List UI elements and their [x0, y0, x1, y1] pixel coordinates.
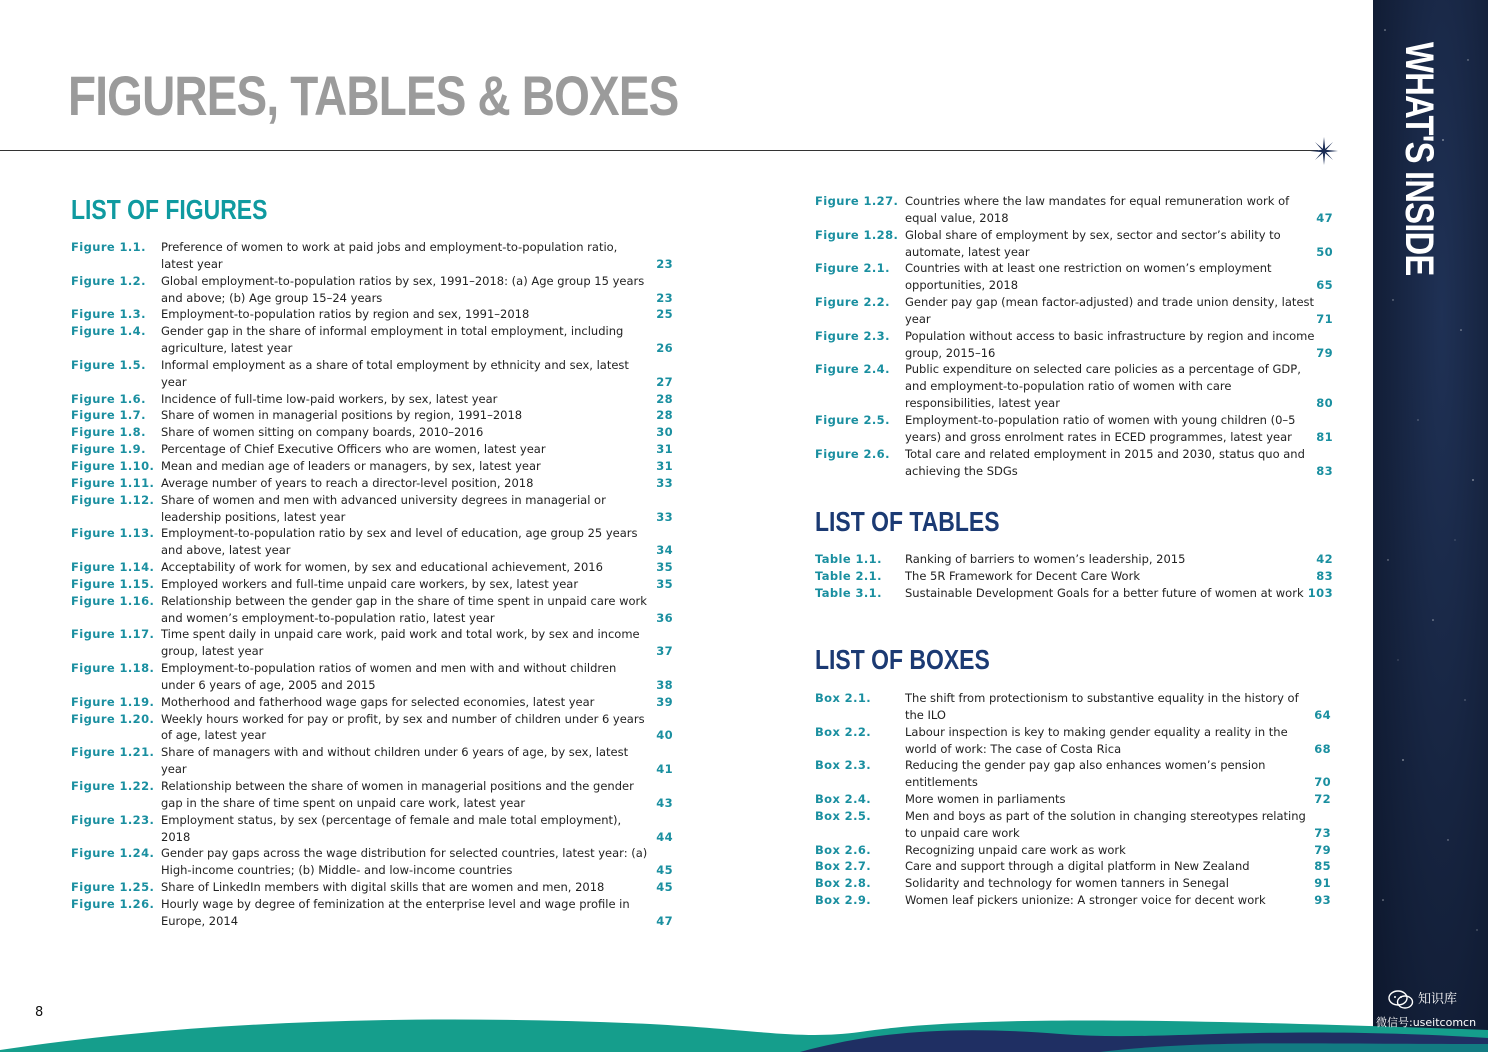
entry-label: Figure 1.4.	[71, 324, 146, 339]
entry-page-number: 27	[656, 374, 673, 389]
entry-title: Employment-to-population ratios of women and men with and without children under 6 years of age, 2005 and 2015	[161, 661, 617, 692]
box-entry[interactable]	[815, 842, 1331, 859]
entry-label: Figure 2.5.	[815, 412, 890, 427]
figure-entry[interactable]	[815, 294, 1333, 328]
side-title: WHAT'S INSIDE	[1397, 42, 1441, 276]
entry-title: Sustainable Development Goals for a better future of women at work	[905, 585, 1304, 600]
entry-label: Box 2.4.	[815, 792, 872, 807]
entry-page-number: 44	[656, 829, 673, 844]
entry-title: The 5R Framework for Decent Care Work	[905, 568, 1140, 583]
entry-title: Share of women in managerial positions by region, 1991–2018	[161, 408, 523, 423]
entry-label: Figure 2.4.	[815, 362, 890, 377]
title-divider	[0, 150, 1318, 151]
entry-title: Preference of women to work at paid jobs and employment-to-population ratio, latest year	[161, 240, 618, 271]
figure-entry[interactable]	[71, 458, 673, 475]
table-entry[interactable]	[815, 568, 1333, 585]
entry-page-number: 71	[1316, 311, 1333, 326]
entry-title: Solidarity and technology for women tanners in Senegal	[905, 876, 1229, 891]
figure-entry[interactable]	[815, 227, 1333, 261]
entry-label: Figure 1.11.	[71, 475, 155, 490]
entry-label: Figure 1.5.	[71, 357, 146, 372]
entry-label: Figure 1.24.	[71, 846, 155, 861]
entry-title: Countries with at least one restriction on women’s employment opportunities, 2018	[905, 261, 1272, 293]
box-entry[interactable]	[815, 858, 1331, 875]
entry-title: Recognizing unpaid care work as work	[905, 842, 1126, 857]
figures-continued-list	[815, 193, 1333, 479]
entry-title: Gender pay gap (mean factor-adjusted) and trade union density, latest year	[905, 295, 1315, 326]
figure-entry[interactable]	[71, 879, 673, 896]
entry-page-number: 36	[656, 610, 673, 625]
page-number: 8	[35, 1005, 44, 1020]
figure-entry[interactable]	[71, 812, 673, 846]
table-entry[interactable]	[815, 551, 1333, 568]
entry-label: Figure 1.18.	[71, 661, 155, 676]
figure-entry[interactable]	[71, 576, 673, 593]
entry-page-number: 83	[1316, 568, 1333, 583]
figure-entry[interactable]	[815, 193, 1333, 227]
figure-entry[interactable]	[71, 239, 673, 273]
entry-title: Share of managers with and without children under 6 years of age, by sex, latest year	[161, 745, 629, 777]
entry-page-number: 26	[656, 341, 673, 356]
entry-page-number: 47	[1316, 210, 1333, 225]
entry-title: Share of women and men with advanced university degrees in managerial or leadership positions, latest year	[161, 492, 606, 524]
entry-label: Box 2.5.	[815, 808, 872, 823]
entry-title: Reducing the gender pay gap also enhances women’s pension entitlements	[905, 758, 1266, 790]
tables-list	[815, 551, 1333, 602]
entry-label: Figure 2.1.	[815, 261, 890, 276]
figure-entry[interactable]	[71, 626, 673, 660]
entry-label: Figure 1.15.	[71, 576, 155, 591]
entry-label: Figure 1.9.	[71, 442, 146, 457]
entry-label: Figure 1.21.	[71, 745, 155, 760]
figure-entry[interactable]	[815, 446, 1333, 480]
entry-label: Figure 1.2.	[71, 273, 146, 288]
figure-entry[interactable]	[815, 260, 1333, 294]
figures-list	[71, 239, 673, 930]
entry-title: Men and boys as part of the solution in changing stereotypes relating to unpaid care work	[905, 808, 1306, 840]
entry-page-number: 38	[656, 677, 673, 692]
figures-heading: LIST OF FIGURES	[71, 194, 268, 225]
entry-title: Employment-to-population ratios by region and sex, 1991–2018	[161, 307, 530, 322]
entry-title: Weekly hours worked for pay or profit, by sex and number of children under 6 years of age, latest year	[161, 711, 645, 743]
entry-page-number: 28	[656, 408, 673, 423]
table-entry[interactable]	[815, 585, 1333, 602]
star-icon	[1310, 137, 1338, 165]
figure-entry[interactable]	[71, 593, 673, 627]
figure-entry[interactable]	[71, 744, 673, 778]
entry-title: Public expenditure on selected care policies as a percentage of GDP, and employment-to-population ratio of women with care responsibilities, latest year	[905, 362, 1301, 411]
entry-label: Table 3.1.	[815, 585, 882, 600]
entry-title: Informal employment as a share of total employment by ethnicity and sex, latest year	[161, 357, 629, 389]
entry-title: Ranking of barriers to women’s leadership, 2015	[905, 552, 1186, 566]
figure-entry[interactable]	[815, 361, 1333, 412]
entry-title: Total care and related employment in 2015 and 2030, status quo and achieving the SDGs	[905, 446, 1305, 478]
entry-page-number: 47	[656, 913, 673, 928]
figure-entry[interactable]	[71, 559, 673, 576]
entry-label: Figure 2.3.	[815, 328, 890, 343]
tables-heading: LIST OF TABLES	[815, 506, 1000, 537]
box-entry[interactable]	[815, 791, 1331, 808]
entry-label: Figure 1.26.	[71, 896, 155, 911]
figure-entry[interactable]	[71, 475, 673, 492]
entry-label: Figure 1.28.	[815, 227, 899, 242]
entry-label: Box 2.6.	[815, 842, 872, 857]
entry-page-number: 34	[656, 543, 673, 558]
figure-entry[interactable]	[71, 845, 673, 879]
entry-title: Hourly wage by degree of feminization at the enterprise level and wage profile in Europe, 2014	[161, 896, 630, 928]
entry-label: Box 2.9.	[815, 893, 872, 908]
entry-title: Gender gap in the share of informal employment in total employment, including agriculture, latest year	[161, 324, 624, 356]
entry-label: Figure 1.1.	[71, 240, 146, 254]
entry-label: Table 2.1.	[815, 568, 882, 583]
entry-label: Figure 1.17.	[71, 627, 155, 642]
entry-page-number: 83	[1316, 463, 1333, 478]
entry-label: Table 1.1.	[815, 552, 882, 566]
entry-page-number: 23	[656, 256, 673, 271]
entry-title: Incidence of full-time low-paid workers, by sex, latest year	[161, 391, 498, 406]
figure-entry[interactable]	[71, 525, 673, 559]
entry-page-number: 43	[656, 795, 673, 810]
entry-label: Box 2.3.	[815, 758, 872, 773]
entry-label: Figure 1.14.	[71, 560, 155, 575]
entry-title: Acceptability of work for women, by sex and educational achievement, 2016	[161, 560, 603, 575]
figure-entry[interactable]	[71, 306, 673, 323]
watermark	[1376, 990, 1486, 1030]
figure-entry[interactable]	[71, 357, 673, 391]
entry-page-number: 37	[656, 644, 673, 659]
entry-page-number: 42	[1316, 552, 1333, 566]
entry-label: Figure 1.8.	[71, 425, 146, 440]
box-entry[interactable]	[815, 690, 1331, 724]
entry-page-number: 79	[1314, 842, 1331, 857]
figure-entry[interactable]	[71, 660, 673, 694]
entry-title: Employment-to-population ratio of women with young children (0–5 years) and gross enrolment rates in ECED programmes, latest year	[905, 412, 1296, 444]
figure-entry[interactable]	[815, 328, 1333, 362]
entry-title: Percentage of Chief Executive Officers who are women, latest year	[161, 442, 546, 457]
figure-entry[interactable]	[71, 391, 673, 408]
entry-page-number: 45	[656, 863, 673, 878]
entry-page-number: 73	[1314, 825, 1331, 840]
entry-title: Relationship between the share of women in managerial positions and the gender gap in the share of time spent on unpaid care work, latest year	[161, 779, 634, 810]
entry-label: Box 2.8.	[815, 876, 872, 891]
entry-title: Employment status, by sex (percentage of female and male total employment), 2018	[161, 812, 622, 844]
entry-page-number: 79	[1316, 345, 1333, 360]
wechat-icon	[1388, 990, 1414, 1010]
entry-title: Employed workers and full-time unpaid care workers, by sex, latest year	[161, 576, 579, 591]
entry-page-number: 41	[656, 762, 673, 777]
entry-label: Figure 1.7.	[71, 408, 146, 423]
entry-label: Figure 1.27.	[815, 194, 899, 208]
entry-page-number: 30	[656, 425, 673, 440]
box-entry[interactable]	[815, 875, 1331, 892]
entry-page-number: 23	[656, 290, 673, 305]
entry-page-number: 72	[1314, 792, 1331, 807]
entry-title: Countries where the law mandates for equal remuneration work of equal value, 2018	[905, 194, 1290, 225]
entry-label: Figure 1.6.	[71, 391, 146, 406]
entry-page-number: 65	[1316, 278, 1333, 293]
wave-decoration	[0, 1000, 1488, 1052]
entry-page-number: 33	[656, 475, 673, 490]
entry-page-number: 68	[1314, 741, 1331, 756]
entry-title: Care and support through a digital platform in New Zealand	[905, 859, 1250, 874]
entry-page-number: 25	[656, 307, 673, 322]
entry-page-number: 85	[1314, 859, 1331, 874]
figure-entry[interactable]	[71, 694, 673, 711]
entry-page-number: 31	[656, 442, 673, 457]
entry-label: Figure 1.20.	[71, 711, 155, 726]
entry-page-number: 64	[1314, 707, 1331, 722]
entry-page-number: 50	[1316, 244, 1333, 259]
entry-page-number: 80	[1316, 396, 1333, 411]
entry-title: Global employment-to-population ratios by sex, 1991–2018: (a) Age group 15 years and above; (b) Age group 15–24 years	[161, 273, 645, 305]
figure-entry[interactable]	[71, 492, 673, 526]
figure-entry[interactable]	[71, 896, 673, 930]
entry-page-number: 103	[1307, 585, 1333, 600]
entry-title: Women leaf pickers unionize: A stronger voice for decent work	[905, 893, 1266, 908]
box-entry[interactable]	[815, 808, 1331, 842]
entry-title: Time spent daily in unpaid care work, paid work and total work, by sex and income group, latest year	[161, 627, 640, 659]
entry-label: Figure 1.22.	[71, 779, 155, 793]
entry-label: Figure 1.25.	[71, 880, 155, 895]
entry-label: Figure 2.6.	[815, 446, 890, 461]
entry-page-number: 81	[1316, 429, 1333, 444]
entry-page-number: 35	[656, 576, 673, 591]
figure-entry[interactable]	[71, 778, 673, 812]
entry-label: Figure 1.3.	[71, 307, 146, 322]
entry-page-number: 40	[656, 728, 673, 743]
entry-page-number: 45	[656, 880, 673, 895]
entry-label: Box 2.7.	[815, 859, 872, 874]
entry-label: Figure 1.13.	[71, 526, 155, 541]
entry-title: More women in parliaments	[905, 792, 1066, 807]
watermark-name: 知识库	[1418, 992, 1458, 1007]
entry-title: Share of women sitting on company boards, 2010–2016	[161, 425, 484, 440]
entry-page-number: 28	[656, 391, 673, 406]
boxes-heading: LIST OF BOXES	[815, 644, 990, 675]
entry-title: The shift from protectionism to substantive equality in the history of the ILO	[905, 691, 1299, 722]
entry-label: Figure 2.2.	[815, 295, 890, 310]
entry-title: Labour inspection is key to making gender equality a reality in the world of work: The case of Costa Rica	[905, 724, 1288, 756]
figure-entry[interactable]	[71, 711, 673, 745]
entry-label: Figure 1.12.	[71, 492, 155, 507]
entry-page-number: 35	[656, 560, 673, 575]
entry-label: Box 2.2.	[815, 724, 872, 739]
figure-entry[interactable]	[71, 441, 673, 458]
entry-label: Box 2.1.	[815, 691, 872, 705]
figure-entry[interactable]	[71, 323, 673, 357]
entry-label: Figure 1.19.	[71, 694, 155, 709]
figure-entry[interactable]	[71, 407, 673, 424]
entry-title: Share of LinkedIn members with digital skills that are women and men, 2018	[161, 880, 605, 895]
page-title: FIGURES, TABLES & BOXES	[68, 64, 679, 127]
figure-entry[interactable]	[815, 412, 1333, 446]
box-entry[interactable]	[815, 757, 1331, 791]
entry-title: Gender pay gaps across the wage distribution for selected countries, latest year: (a) High-income countries; (b) Middle- and low-income countries	[161, 846, 648, 878]
entry-page-number: 91	[1314, 876, 1331, 891]
entry-page-number: 93	[1314, 893, 1331, 908]
entry-page-number: 39	[656, 694, 673, 709]
watermark-handle: 微信号:useitcomcn	[1376, 1016, 1477, 1029]
entry-title: Mean and median age of leaders or managers, by sex, latest year	[161, 458, 541, 473]
figure-entry[interactable]	[71, 273, 673, 307]
entry-title: Relationship between the gender gap in the share of time spent in unpaid care work and women’s employment-to-population ratio, latest year	[161, 593, 647, 625]
entry-page-number: 70	[1314, 775, 1331, 790]
boxes-list	[815, 690, 1331, 909]
entry-page-number: 33	[656, 509, 673, 524]
entry-title: Motherhood and fatherhood wage gaps for selected economies, latest year	[161, 694, 595, 709]
entry-label: Figure 1.10.	[71, 458, 155, 473]
box-entry[interactable]	[815, 892, 1331, 909]
figure-entry[interactable]	[71, 424, 673, 441]
box-entry[interactable]	[815, 724, 1331, 758]
entry-label: Figure 1.23.	[71, 812, 155, 827]
entry-page-number: 31	[656, 458, 673, 473]
entry-title: Population without access to basic infrastructure by region and income group, 2015–16	[905, 328, 1315, 360]
entry-title: Average number of years to reach a director-level position, 2018	[161, 475, 534, 490]
entry-label: Figure 1.16.	[71, 593, 155, 608]
entry-title: Employment-to-population ratio by sex and level of education, age group 25 years and above, latest year	[161, 526, 638, 558]
entry-title: Global share of employment by sex, sector and sector’s ability to automate, latest year	[905, 227, 1281, 259]
